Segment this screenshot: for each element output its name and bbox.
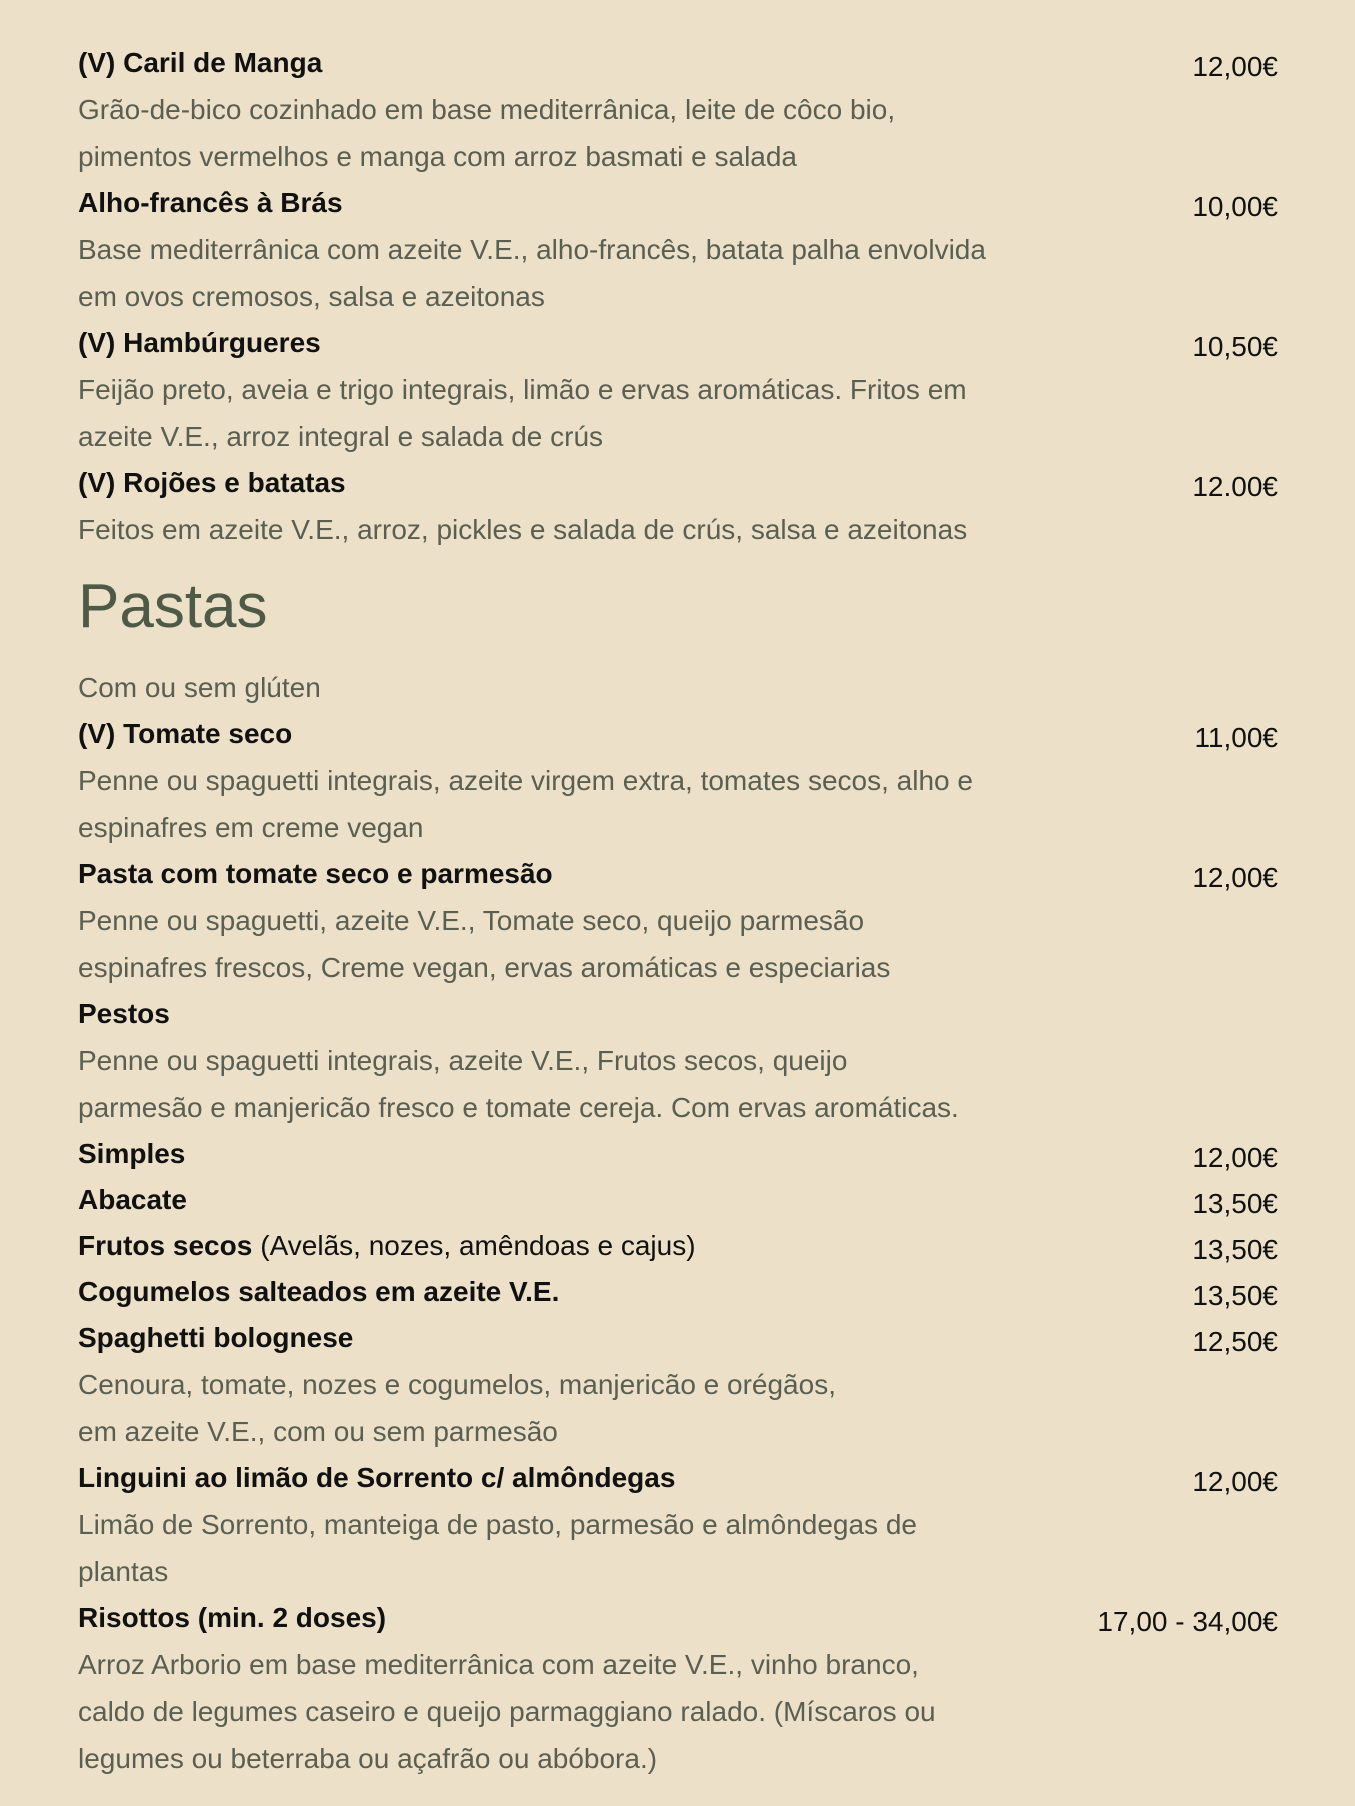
- menu-item-tomate-seco: [78, 711, 1278, 851]
- item-price: 10,50€: [1192, 331, 1278, 362]
- section-subtitle: Com ou sem glúten: [78, 672, 321, 703]
- menu-item-pestos: [78, 991, 1278, 1131]
- item-desc-line: Feitos em azeite V.E., arroz, pickles e salada de crús, salsa e azeitonas: [78, 514, 968, 545]
- item-price: 12,00€: [1192, 1142, 1278, 1173]
- item-name: (V) Tomate seco: [78, 718, 293, 749]
- item-price: 12,00€: [1192, 51, 1278, 82]
- item-price: 11,00€: [1194, 722, 1278, 753]
- item-price: 17,00 - 34,00€: [1097, 1606, 1278, 1637]
- item-name: Pasta com tomate seco e parmesão: [78, 858, 553, 889]
- menu-item-rojoes: [78, 460, 1278, 553]
- item-desc-line: Base mediterrânica com azeite V.E., alho-francês, batata palha envolvida: [78, 234, 986, 265]
- item-price: 12,00€: [1192, 1466, 1278, 1497]
- item-desc-line: espinafres em creme vegan: [78, 812, 424, 843]
- item-name: Risottos (min. 2 doses): [78, 1602, 387, 1633]
- item-desc-line: Limão de Sorrento, manteiga de pasto, parmesão e almôndegas de: [78, 1509, 917, 1540]
- item-desc-line: Arroz Arborio em base mediterrânica com azeite V.E., vinho branco,: [78, 1649, 919, 1680]
- item-desc-line: Grão-de-bico cozinhado em base mediterrânica, leite de côco bio,: [78, 94, 896, 125]
- section-title-pastas: Pastas: [78, 572, 268, 641]
- item-desc-line: Cenoura, tomate, nozes e cogumelos, manjericão e orégãos,: [78, 1369, 836, 1400]
- pesto-option-abacate: [78, 1177, 1278, 1223]
- item-name: (V) Hambúrgueres: [78, 327, 321, 358]
- item-name: (V) Rojões e batatas: [78, 467, 346, 498]
- item-desc-line: azeite V.E., arroz integral e salada de crús: [78, 421, 604, 452]
- item-desc-line: plantas: [78, 1556, 169, 1587]
- menu-item-caril: [78, 40, 1278, 180]
- item-name: (V) Caril de Manga: [78, 47, 323, 78]
- item-desc-line: espinafres frescos, Creme vegan, ervas aromáticas e especiarias: [78, 952, 891, 983]
- item-name: Pestos: [78, 998, 170, 1029]
- item-note: (Avelãs, nozes, amêndoas e cajus): [260, 1230, 696, 1261]
- item-name: Cogumelos salteados em azeite V.E.: [78, 1276, 560, 1307]
- item-desc-line: legumes ou beterraba ou açafrão ou abóbora.): [78, 1743, 658, 1774]
- menu-item-hamburgueres: [78, 320, 1278, 460]
- item-name: Abacate: [78, 1184, 187, 1215]
- item-price: 13,50€: [1192, 1280, 1278, 1311]
- item-desc-line: parmesão e manjericão fresco e tomate cereja. Com ervas aromáticas.: [78, 1092, 959, 1123]
- item-desc-line: caldo de legumes caseiro e queijo parmaggiano ralado. (Míscaros ou: [78, 1696, 936, 1727]
- item-desc-line: pimentos vermelhos e manga com arroz basmati e salada: [78, 141, 798, 172]
- item-name: Simples: [78, 1138, 186, 1169]
- item-price: 10,00€: [1192, 191, 1278, 222]
- item-desc-line: Feijão preto, aveia e trigo integrais, limão e ervas aromáticas. Fritos em: [78, 374, 967, 405]
- menu-item-risottos: [78, 1595, 1278, 1782]
- item-name: Spaghetti bolognese: [78, 1322, 354, 1353]
- pesto-option-simples: [78, 1131, 1278, 1177]
- item-desc-line: Penne ou spaguetti integrais, azeite V.E., Frutos secos, queijo: [78, 1045, 848, 1076]
- item-desc-line: em ovos cremosos, salsa e azeitonas: [78, 281, 545, 312]
- item-price: 12.00€: [1192, 471, 1278, 502]
- item-price: 13,50€: [1192, 1188, 1278, 1219]
- menu-page: [78, 40, 1278, 1782]
- item-price: 13,50€: [1192, 1234, 1278, 1265]
- menu-item-linguini: [78, 1455, 1278, 1595]
- pesto-option-frutos-secos: [78, 1223, 1278, 1269]
- menu-item-bolognese: [78, 1315, 1278, 1455]
- item-desc-line: Penne ou spaguetti integrais, azeite virgem extra, tomates secos, alho e: [78, 765, 973, 796]
- item-desc-line: Penne ou spaguetti, azeite V.E., Tomate seco, queijo parmesão: [78, 905, 865, 936]
- menu-item-pasta-parmesao: [78, 851, 1278, 991]
- item-desc-line: em azeite V.E., com ou sem parmesão: [78, 1416, 558, 1447]
- item-name: Linguini ao limão de Sorrento c/ almôndegas: [78, 1462, 676, 1493]
- pesto-option-cogumelos: [78, 1269, 1278, 1315]
- item-price: 12,00€: [1192, 862, 1278, 893]
- item-name: Frutos secos: [78, 1230, 253, 1261]
- item-name: Alho-francês à Brás: [78, 187, 343, 218]
- menu-item-alho-frances: [78, 180, 1278, 320]
- item-price: 12,50€: [1192, 1326, 1278, 1357]
